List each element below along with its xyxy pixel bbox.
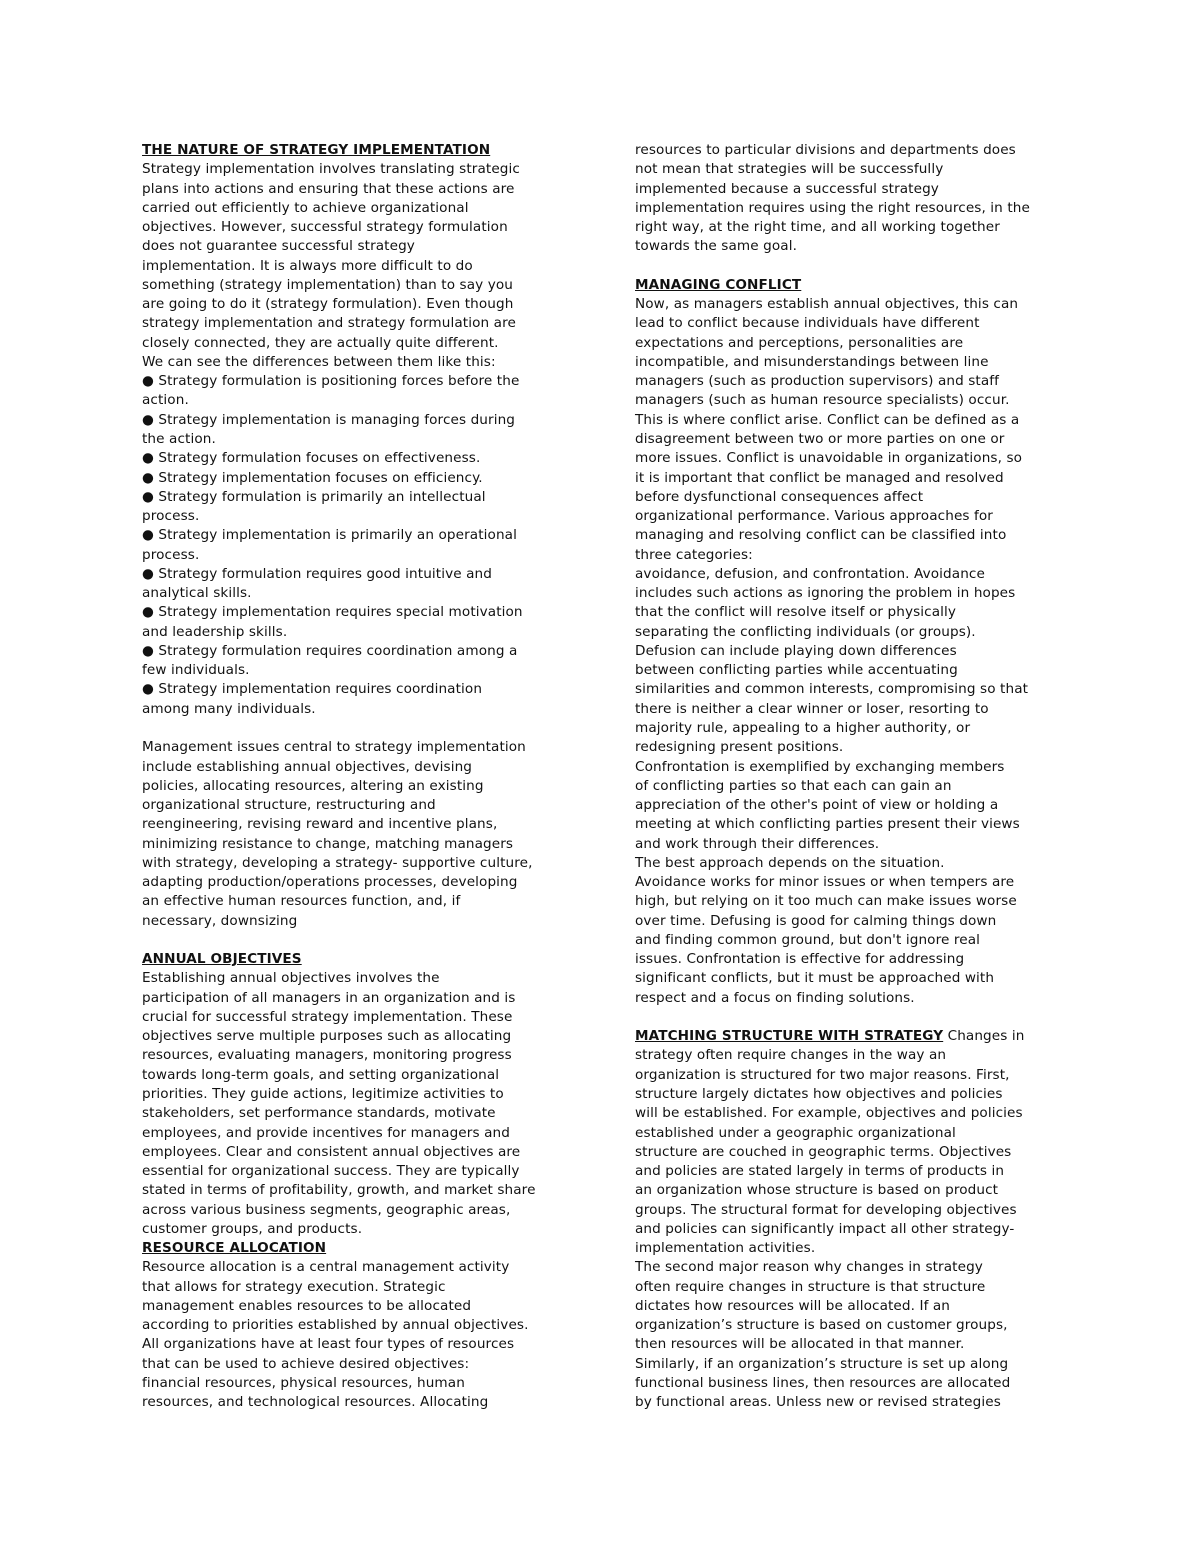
paragraph-line: three categories:	[635, 546, 753, 563]
paragraph-line: includes such actions as ignoring the problem in hopes	[635, 585, 1016, 602]
paragraph-line: Now, as managers establish annual objectives, this can	[635, 296, 1019, 313]
paragraph-line: established under a geographic organizational	[635, 1124, 956, 1141]
paragraph-line: will be established. For example, objectives and policies	[635, 1105, 1023, 1122]
paragraph-line: not mean that strategies will be successfully	[635, 161, 944, 178]
paragraph-line: by functional areas. Unless new or revised strategies	[635, 1394, 1001, 1411]
paragraph-line: separating the conflicting individuals (or groups).	[635, 623, 976, 640]
heading-annual-objectives: ANNUAL OBJECTIVES	[142, 951, 302, 968]
right-column	[635, 141, 1063, 1413]
paragraph-line: disagreement between two or more parties on one or	[635, 430, 1005, 447]
paragraph-line: high, but relying on it too much can make issues worse	[635, 893, 1017, 910]
paragraph-line: Similarly, if an organization’s structure is set up along	[635, 1355, 1009, 1372]
paragraph-line: meeting at which conflicting parties present their views	[635, 816, 1020, 833]
paragraph-line: that allows for strategy execution. Strategic	[142, 1278, 446, 1295]
paragraph-line: implementation. It is always more difficult to do	[142, 257, 473, 274]
paragraph-line: ● Strategy implementation is primarily an operational	[142, 527, 517, 544]
paragraph-line: does not guarantee successful strategy	[142, 238, 415, 255]
paragraph-line: ● Strategy implementation is managing forces during	[142, 411, 516, 428]
paragraph-line: expectations and perceptions, personalities are	[635, 334, 964, 351]
heading-nature-of-strategy-implementation: THE NATURE OF STRATEGY IMPLEMENTATION	[142, 142, 491, 158]
paragraph-line: and policies can significantly impact all other strategy-	[635, 1220, 1015, 1237]
paragraph-line: management enables resources to be allocated	[142, 1297, 472, 1314]
paragraph-line: significant conflicts, but it must be approached with	[635, 970, 995, 987]
paragraph-line: majority rule, appealing to a higher authority, or	[635, 719, 971, 736]
paragraph-line: managing and resolving conflict can be classified into	[635, 527, 1007, 544]
paragraph-line: reengineering, revising reward and incentive plans,	[142, 816, 498, 833]
heading-matching-structure-line	[635, 1027, 1063, 1046]
paragraph-line: according to priorities established by annual objectives.	[142, 1317, 529, 1334]
paragraph-line: participation of all managers in an organization and is	[142, 989, 516, 1006]
paragraph-line: dictates how resources will be allocated. If an	[635, 1297, 951, 1314]
paragraph-line: issues. Confrontation is effective for addressing	[635, 951, 965, 968]
paragraph-line: similarities and common interests, compromising so that	[635, 681, 1029, 698]
paragraph-line: between conflicting parties while accentuating	[635, 662, 958, 679]
blank-line	[635, 1008, 1063, 1027]
paragraph-line: right way, at the right time, and all working together	[635, 219, 1000, 236]
paragraph-line: analytical skills.	[142, 585, 252, 602]
paragraph-line: before dysfunctional consequences affect	[635, 488, 924, 505]
paragraph-line: Strategy implementation involves translating strategic	[142, 161, 520, 178]
paragraph-line: respect and a focus on finding solutions.	[635, 989, 915, 1006]
paragraph-line: redesigning present positions.	[635, 739, 844, 756]
paragraph-text: Changes in	[943, 1028, 1025, 1045]
paragraph-line: priorities. They guide actions, legitimize activities to	[142, 1086, 504, 1103]
paragraph-line: the action.	[142, 430, 216, 447]
paragraph-line: ● Strategy formulation is positioning forces before the	[142, 373, 520, 390]
paragraph-line: something (strategy implementation) than to say you	[142, 276, 513, 293]
paragraph-line: objectives. However, successful strategy formulation	[142, 219, 508, 236]
paragraph-line: carried out efficiently to achieve organizational	[142, 199, 469, 216]
paragraph-line: ● Strategy formulation focuses on effectiveness.	[142, 450, 481, 467]
paragraph-line: there is neither a clear winner or loser, resorting to	[635, 700, 989, 717]
paragraph-line: incompatible, and misunderstandings between line	[635, 353, 989, 370]
paragraph-line: plans into actions and ensuring that these actions are	[142, 180, 515, 197]
paragraph-line: customer groups, and products.	[142, 1220, 363, 1237]
paragraph-line: We can see the differences between them like this:	[142, 353, 496, 370]
paragraph-line: The second major reason why changes in strategy	[635, 1259, 983, 1276]
heading-managing-conflict: MANAGING CONFLICT	[635, 276, 802, 293]
paragraph-line: often require changes in structure is that structure	[635, 1278, 986, 1295]
paragraph-line: ● Strategy formulation requires good intuitive and	[142, 565, 492, 582]
left-column	[142, 141, 570, 1413]
paragraph-line: ● Strategy formulation requires coordination among a	[142, 642, 518, 659]
paragraph-line: few individuals.	[142, 662, 250, 679]
paragraph-line: an organization whose structure is based on product	[635, 1182, 999, 1199]
paragraph-line: it is important that conflict be managed and resolved	[635, 469, 1004, 486]
paragraph-line: avoidance, defusion, and confrontation. Avoidance	[635, 565, 985, 582]
paragraph-line: implemented because a successful strategy	[635, 180, 939, 197]
paragraph-line: stakeholders, set performance standards, motivate	[142, 1105, 496, 1122]
paragraph-line: closely connected, they are actually quite different.	[142, 334, 499, 351]
paragraph-line: objectives serve multiple purposes such as allocating	[142, 1028, 512, 1045]
paragraph-line: appreciation of the other's point of view or holding a	[635, 797, 999, 814]
paragraph-line: and work through their differences.	[635, 835, 880, 852]
paragraph-line: Confrontation is exemplified by exchanging members	[635, 758, 1005, 775]
paragraph-line: that can be used to achieve desired objectives:	[142, 1355, 470, 1372]
paragraph-line: then resources will be allocated in that manner.	[635, 1336, 965, 1353]
paragraph-line: employees. Clear and consistent annual objectives are	[142, 1143, 521, 1160]
paragraph-line: essential for organizational success. They are typically	[142, 1163, 520, 1180]
paragraph-line: structure largely dictates how objectives and policies	[635, 1086, 1003, 1103]
paragraph-line: across various business segments, geographic areas,	[142, 1201, 511, 1218]
paragraph-line: functional business lines, then resources are allocated	[635, 1375, 1011, 1391]
paragraph-line: among many individuals.	[142, 700, 316, 717]
paragraph-line: strategy implementation and strategy formulation are	[142, 315, 516, 332]
paragraph-line: organization’s structure is based on customer groups,	[635, 1317, 1008, 1334]
paragraph-line: ● Strategy formulation is primarily an intellectual	[142, 488, 486, 505]
paragraph-line: lead to conflict because individuals have different	[635, 315, 980, 332]
paragraph-line: resources, evaluating managers, monitoring progress	[142, 1047, 512, 1064]
paragraph-line: The best approach depends on the situation.	[635, 854, 945, 871]
paragraph-line: implementation requires using the right resources, in the	[635, 199, 1030, 216]
paragraph-line: that the conflict will resolve itself or physically	[635, 604, 957, 621]
paragraph-line: ● Strategy implementation requires coordination	[142, 681, 483, 698]
blank-line	[635, 257, 1063, 276]
paragraph-line: minimizing resistance to change, matching managers	[142, 835, 514, 852]
paragraph-line: and finding common ground, but don't ignore real	[635, 931, 981, 948]
blank-line	[142, 931, 570, 950]
paragraph-line: Management issues central to strategy implementation	[142, 739, 526, 756]
paragraph-line: employees, and provide incentives for managers and	[142, 1124, 510, 1141]
paragraph-line: resources, and technological resources. Allocating	[142, 1394, 489, 1411]
heading-matching-structure-with-strategy: MATCHING STRUCTURE WITH STRATEGY	[635, 1028, 944, 1045]
paragraph-line: Resource allocation is a central management activity	[142, 1259, 510, 1276]
paragraph-line: ● Strategy implementation requires special motivation	[142, 604, 523, 621]
paragraph-line: towards the same goal.	[635, 238, 798, 255]
paragraph-line: adapting production/operations processes, developing	[142, 874, 518, 891]
paragraph-line: are going to do it (strategy formulation). Even though	[142, 296, 514, 313]
paragraph-line: of conflicting parties so that each can gain an	[635, 777, 952, 794]
paragraph-line: stated in terms of profitability, growth, and market share	[142, 1182, 536, 1199]
paragraph-line: resources to particular divisions and departments does	[635, 142, 1016, 158]
paragraph-line: managers (such as production supervisors) and staff	[635, 373, 1000, 390]
paragraph-line: and policies are stated largely in terms of products in	[635, 1163, 1005, 1180]
paragraph-line: include establishing annual objectives, devising	[142, 758, 473, 775]
paragraph-line: groups. The structural format for developing objectives	[635, 1201, 1017, 1218]
blank-line	[142, 719, 570, 738]
paragraph-line: structure are couched in geographic terms. Objectives	[635, 1143, 1012, 1160]
paragraph-line: process.	[142, 546, 200, 563]
paragraph-line: over time. Defusing is good for calming things down	[635, 912, 997, 929]
paragraph-line: ● Strategy implementation focuses on efficiency.	[142, 469, 483, 486]
paragraph-line: implementation activities.	[635, 1240, 816, 1257]
paragraph-line: organizational performance. Various approaches for	[635, 508, 993, 525]
heading-resource-allocation: RESOURCE ALLOCATION	[142, 1240, 327, 1257]
paragraph-line: organizational structure, restructuring and	[142, 797, 436, 814]
paragraph-line: action.	[142, 392, 189, 409]
paragraph-line: with strategy, developing a strategy- supportive culture,	[142, 854, 533, 871]
paragraph-line: process.	[142, 508, 200, 525]
paragraph-line: financial resources, physical resources, human	[142, 1375, 465, 1391]
paragraph-line: strategy often require changes in the way an	[635, 1047, 947, 1064]
paragraph-line: Avoidance works for minor issues or when tempers are	[635, 874, 1015, 891]
paragraph-line: crucial for successful strategy implementation. These	[142, 1008, 513, 1025]
paragraph-line: and leadership skills.	[142, 623, 288, 640]
paragraph-line: an effective human resources function, and, if	[142, 893, 461, 910]
paragraph-line: managers (such as human resource specialists) occur.	[635, 392, 1010, 409]
paragraph-line: policies, allocating resources, altering an existing	[142, 777, 484, 794]
paragraph-line: necessary, downsizing	[142, 912, 298, 929]
paragraph-line: This is where conflict arise. Conflict can be defined as a	[635, 411, 1020, 428]
paragraph-line: Establishing annual objectives involves the	[142, 970, 440, 987]
paragraph-line: All organizations have at least four types of resources	[142, 1336, 515, 1353]
paragraph-line: towards long-term goals, and setting organizational	[142, 1066, 500, 1083]
paragraph-line: Defusion can include playing down differences	[635, 642, 957, 659]
paragraph-line: organization is structured for two major reasons. First,	[635, 1066, 1010, 1083]
paragraph-line: more issues. Conflict is unavoidable in organizations, so	[635, 450, 1023, 467]
